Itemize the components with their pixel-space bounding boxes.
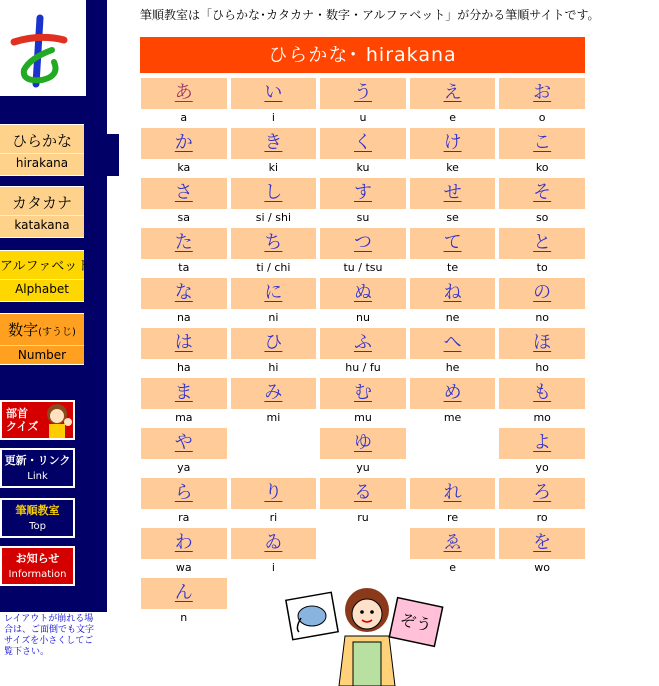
page-title-en: hirakana bbox=[365, 44, 457, 66]
page-title-jp: ひらかな･ bbox=[268, 44, 359, 66]
romaji-label: ke bbox=[446, 161, 459, 174]
empty-cell bbox=[319, 528, 409, 578]
kana-cell bbox=[498, 428, 588, 478]
kana-cell bbox=[319, 178, 409, 228]
kana-row bbox=[140, 478, 588, 528]
kana-link[interactable]: を bbox=[499, 528, 585, 559]
nav-hiragana-sub: hirakana bbox=[0, 153, 84, 172]
romaji-label: mo bbox=[533, 411, 551, 424]
kana-cell bbox=[409, 78, 499, 128]
kana-cell bbox=[319, 378, 409, 428]
romaji-label: wa bbox=[175, 561, 192, 574]
kana-link[interactable]: と bbox=[499, 228, 585, 259]
kana-link[interactable]: き bbox=[231, 128, 317, 159]
site-logo[interactable] bbox=[0, 0, 86, 96]
kana-row bbox=[140, 328, 588, 378]
romaji-label: o bbox=[538, 111, 546, 124]
teacher-illustration bbox=[285, 576, 445, 686]
kana-cell bbox=[319, 228, 409, 278]
kana-link[interactable]: へ bbox=[410, 328, 496, 359]
kana-link[interactable]: せ bbox=[410, 178, 496, 209]
kana-link[interactable]: ゐ bbox=[231, 528, 317, 559]
romaji-label: yo bbox=[535, 461, 549, 474]
kana-link[interactable]: ん bbox=[141, 578, 227, 609]
kana-cell bbox=[230, 278, 320, 328]
nav-hiragana-label: ひらかな bbox=[11, 132, 72, 150]
top-button[interactable] bbox=[0, 498, 75, 538]
romaji-label: ni bbox=[268, 311, 279, 324]
kana-link[interactable]: も bbox=[499, 378, 585, 409]
kana-link[interactable]: く bbox=[320, 128, 406, 159]
kana-cell bbox=[140, 328, 230, 378]
kana-cell bbox=[498, 478, 588, 528]
romaji-label: ma bbox=[175, 411, 193, 424]
kana-row bbox=[140, 428, 588, 478]
information-label: お知らせ bbox=[15, 552, 60, 565]
kana-cell bbox=[319, 428, 409, 478]
romaji-label: se bbox=[446, 211, 459, 224]
kana-cell bbox=[140, 228, 230, 278]
kana-cell bbox=[140, 278, 230, 328]
romaji-label: ku bbox=[356, 161, 370, 174]
kana-link[interactable]: ひ bbox=[231, 328, 317, 359]
kana-cell bbox=[409, 528, 499, 578]
kana-cell bbox=[230, 528, 320, 578]
nav-number-button[interactable] bbox=[0, 313, 84, 365]
kana-link[interactable]: あ bbox=[141, 78, 227, 109]
nav-number-reading: (すうじ) bbox=[38, 327, 76, 338]
kana-cell bbox=[230, 378, 320, 428]
kana-link[interactable]: ふ bbox=[320, 328, 406, 359]
romaji-label: re bbox=[447, 511, 459, 524]
kana-cell bbox=[140, 78, 230, 128]
kana-link[interactable]: こ bbox=[499, 128, 585, 159]
kana-row bbox=[140, 128, 588, 178]
kana-cell bbox=[498, 128, 588, 178]
kana-row bbox=[140, 78, 588, 128]
kana-cell bbox=[319, 478, 409, 528]
romaji-label: mi bbox=[266, 411, 281, 424]
romaji-label: ri bbox=[269, 511, 278, 524]
romaji-label: n bbox=[180, 611, 188, 624]
kana-link[interactable]: ね bbox=[410, 278, 496, 309]
romaji-label: i bbox=[271, 561, 275, 574]
card-text: ぞう bbox=[398, 609, 434, 636]
kana-cell bbox=[409, 478, 499, 528]
kana-link[interactable]: か bbox=[141, 128, 227, 159]
kana-link[interactable]: は bbox=[141, 328, 227, 359]
kana-link[interactable]: よ bbox=[499, 428, 585, 459]
nav-hiragana-button[interactable] bbox=[0, 124, 84, 176]
kana-cell bbox=[409, 278, 499, 328]
romaji-label: ha bbox=[176, 361, 191, 374]
brush-logo-icon bbox=[0, 0, 86, 96]
kana-link[interactable]: さ bbox=[141, 178, 227, 209]
kana-link[interactable]: う bbox=[320, 78, 406, 109]
kana-link[interactable]: い bbox=[231, 78, 317, 109]
empty-cell bbox=[409, 428, 499, 478]
kana-cell bbox=[498, 228, 588, 278]
update-link-button[interactable] bbox=[0, 448, 75, 488]
kana-link[interactable]: て bbox=[410, 228, 496, 259]
kana-link[interactable]: す bbox=[320, 178, 406, 209]
romaji-label: sa bbox=[177, 211, 191, 224]
romaji-label: e bbox=[449, 111, 456, 124]
kana-cell bbox=[498, 378, 588, 428]
romaji-label: ta bbox=[178, 261, 190, 274]
kana-link[interactable]: の bbox=[499, 278, 585, 309]
romaji-label: i bbox=[271, 111, 275, 124]
kana-link[interactable]: そ bbox=[499, 178, 585, 209]
kana-link[interactable]: む bbox=[320, 378, 406, 409]
kana-link[interactable]: り bbox=[231, 478, 317, 509]
site-intro: 筆順教室は「ひらかな･カタカナ・数字・アルファベット」が分かる筆順サイトです。 bbox=[140, 8, 600, 22]
quiz-girl-icon bbox=[40, 402, 74, 438]
top-sub: Top bbox=[29, 521, 46, 532]
nav-alphabet-sub: Alphabet bbox=[0, 279, 84, 298]
kana-cell bbox=[140, 478, 230, 528]
romaji-label: tu / tsu bbox=[343, 261, 383, 274]
kana-cell bbox=[409, 378, 499, 428]
kana-link[interactable]: ろ bbox=[499, 478, 585, 509]
kana-row bbox=[140, 528, 588, 578]
romaji-label: yu bbox=[356, 461, 370, 474]
nav-alphabet-label: アルファベット bbox=[0, 259, 91, 274]
romaji-label: a bbox=[180, 111, 188, 124]
kana-link[interactable]: わ bbox=[141, 528, 227, 559]
romaji-label: to bbox=[536, 261, 548, 274]
update-link-label: 更新・リンク bbox=[4, 454, 71, 467]
kana-cell bbox=[230, 228, 320, 278]
page-title bbox=[140, 37, 585, 73]
kana-cell bbox=[409, 228, 499, 278]
kana-link[interactable]: え bbox=[410, 78, 496, 109]
romaji-label: ka bbox=[177, 161, 191, 174]
kana-cell bbox=[140, 128, 230, 178]
kana-cell bbox=[230, 478, 320, 528]
romaji-label: he bbox=[445, 361, 460, 374]
kana-cell bbox=[498, 278, 588, 328]
kana-link[interactable]: れ bbox=[410, 478, 496, 509]
kana-cell bbox=[140, 378, 230, 428]
romaji-label: ti / chi bbox=[256, 261, 291, 274]
nav-alphabet-button[interactable] bbox=[0, 250, 91, 302]
active-tab-indicator bbox=[107, 134, 119, 176]
elephant-card-icon bbox=[286, 592, 338, 639]
kana-link[interactable]: け bbox=[410, 128, 496, 159]
kana-link[interactable]: な bbox=[141, 278, 227, 309]
kana-row bbox=[140, 378, 588, 428]
kana-cell bbox=[319, 278, 409, 328]
kana-link[interactable]: ち bbox=[231, 228, 317, 259]
quiz-label-2: クイズ bbox=[6, 420, 39, 433]
kana-link[interactable]: に bbox=[231, 278, 317, 309]
kana-cell bbox=[230, 328, 320, 378]
romaji-label: ru bbox=[357, 511, 369, 524]
romaji-label: ne bbox=[445, 311, 460, 324]
kana-cell bbox=[140, 578, 230, 628]
kana-cell bbox=[319, 78, 409, 128]
kana-cell bbox=[409, 128, 499, 178]
romaji-label: hi bbox=[268, 361, 279, 374]
kana-cell bbox=[140, 178, 230, 228]
romaji-label: te bbox=[447, 261, 459, 274]
kana-cell bbox=[498, 328, 588, 378]
romaji-label: mu bbox=[354, 411, 372, 424]
romaji-label: ko bbox=[535, 161, 549, 174]
kana-link[interactable]: め bbox=[410, 378, 496, 409]
top-label: 筆順教室 bbox=[15, 504, 60, 517]
kana-link[interactable]: お bbox=[499, 78, 585, 109]
kana-link[interactable]: た bbox=[141, 228, 227, 259]
kana-link[interactable]: や bbox=[141, 428, 227, 459]
kana-cell bbox=[319, 328, 409, 378]
romaji-label: su bbox=[356, 211, 370, 224]
kana-link[interactable]: ほ bbox=[499, 328, 585, 359]
nav-number-label: 数字 bbox=[8, 321, 39, 339]
nav-katakana-button[interactable] bbox=[0, 186, 84, 238]
romaji-label: no bbox=[535, 311, 550, 324]
romaji-label: so bbox=[535, 211, 549, 224]
nav-katakana-label: カタカナ bbox=[11, 194, 72, 212]
romaji-label: nu bbox=[356, 311, 370, 324]
information-sub: Information bbox=[8, 569, 67, 580]
romaji-label: hu / fu bbox=[345, 361, 381, 374]
nav-number-sub: Number bbox=[0, 345, 84, 364]
kana-link[interactable]: ゆ bbox=[320, 428, 406, 459]
romaji-label: ra bbox=[178, 511, 190, 524]
kana-cell bbox=[498, 528, 588, 578]
kana-cell bbox=[140, 528, 230, 578]
kana-cell bbox=[230, 78, 320, 128]
kana-cell bbox=[498, 78, 588, 128]
romaji-label: u bbox=[359, 111, 367, 124]
romaji-label: me bbox=[443, 411, 462, 424]
zou-card-icon bbox=[389, 598, 442, 647]
kana-link[interactable]: つ bbox=[320, 228, 406, 259]
romaji-label: ki bbox=[268, 161, 279, 174]
kana-link[interactable]: し bbox=[231, 178, 317, 209]
nav-katakana-sub: katakana bbox=[0, 215, 84, 234]
empty-cell bbox=[498, 578, 588, 628]
empty-cell bbox=[230, 428, 320, 478]
romaji-label: ya bbox=[177, 461, 191, 474]
kana-row bbox=[140, 278, 588, 328]
kana-link[interactable]: ぬ bbox=[320, 278, 406, 309]
kana-cell bbox=[230, 178, 320, 228]
kana-row bbox=[140, 178, 588, 228]
romaji-label: na bbox=[176, 311, 191, 324]
kana-link[interactable]: ら bbox=[141, 478, 227, 509]
kana-link[interactable]: み bbox=[231, 378, 317, 409]
information-button[interactable] bbox=[0, 546, 75, 586]
kana-link[interactable]: る bbox=[320, 478, 406, 509]
quiz-label-1: 部首 bbox=[6, 407, 28, 420]
kana-table bbox=[140, 78, 588, 628]
nav-number-label-wrap bbox=[0, 314, 84, 345]
kana-cell bbox=[498, 178, 588, 228]
layout-note: レイアウトが崩れる場合は、ご面倒でも文字サイズを小さくしてご覧下さい。 bbox=[4, 614, 95, 657]
update-link-sub: Link bbox=[27, 471, 48, 482]
kana-cell bbox=[140, 428, 230, 478]
kana-link[interactable]: ゑ bbox=[410, 528, 496, 559]
romaji-label: e bbox=[449, 561, 456, 574]
kana-cell bbox=[409, 178, 499, 228]
teacher-person bbox=[339, 588, 395, 686]
kana-link[interactable]: ま bbox=[141, 378, 227, 409]
kana-cell bbox=[230, 128, 320, 178]
romaji-label: si / shi bbox=[255, 211, 292, 224]
romaji-label: wo bbox=[534, 561, 551, 574]
romaji-label: ho bbox=[535, 361, 550, 374]
kana-row bbox=[140, 228, 588, 278]
kana-cell bbox=[409, 328, 499, 378]
kana-cell bbox=[319, 128, 409, 178]
romaji-label: ro bbox=[536, 511, 548, 524]
